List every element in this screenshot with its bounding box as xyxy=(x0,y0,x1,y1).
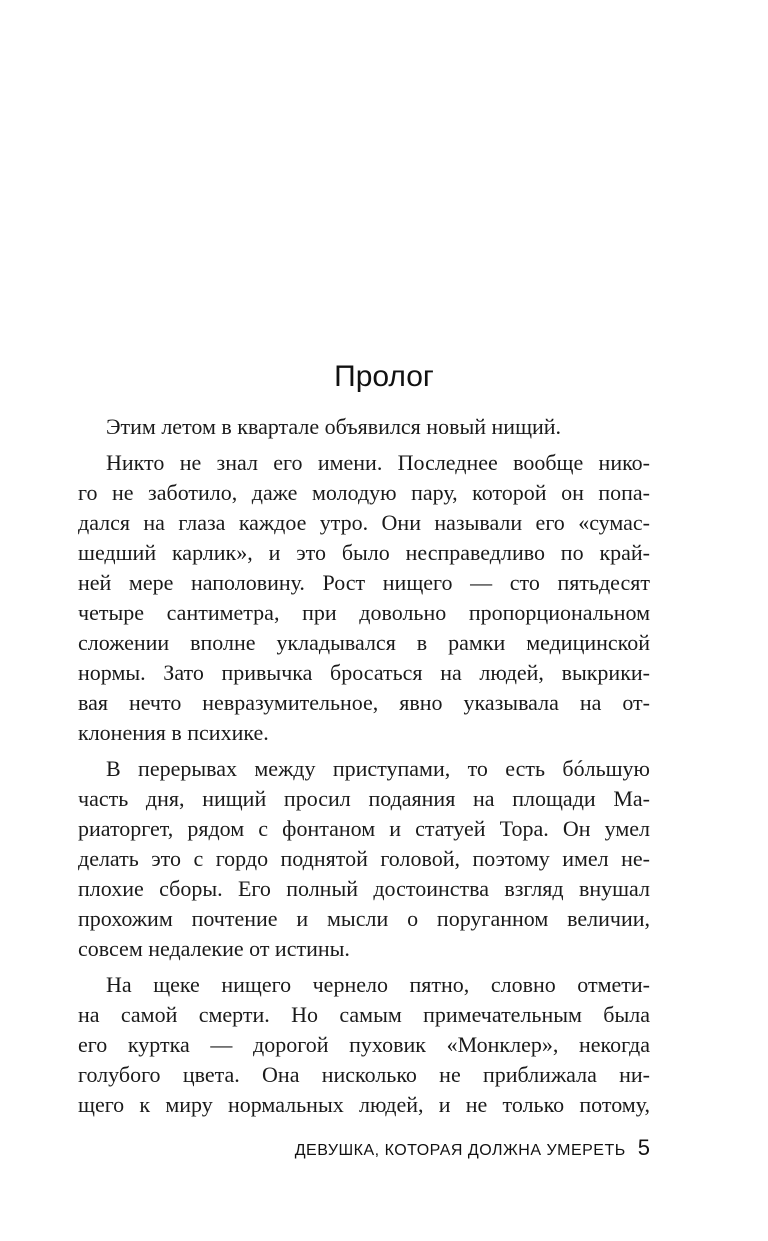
text-line: его куртка — дорогой пуховик «Монклер», некогда xyxy=(78,1032,650,1057)
text-line: часть дня, нищий просил подаяния на площади Ма- xyxy=(78,786,650,811)
paragraph xyxy=(78,412,650,442)
text-line: го не заботило, даже молодую пару, которой он попа- xyxy=(78,480,650,505)
text-line: на самой смерти. Но самым примечательным была xyxy=(78,1002,650,1027)
text-line: сложении вполне укладывался в рамки медицинской xyxy=(78,630,650,655)
text-line: щего к миру нормальных людей, и не только потому, xyxy=(78,1092,650,1117)
paragraph xyxy=(78,754,650,964)
text-line: нормы. Зато привычка бросаться на людей, выкрики- xyxy=(78,660,650,685)
text-line: вая нечто невразумительное, явно указывала на от- xyxy=(78,690,650,715)
text-line: голубого цвета. Она нисколько не приближала ни- xyxy=(78,1062,650,1087)
body-text xyxy=(78,412,650,1120)
text-line: делать это с гордо поднятой головой, поэтому имел не- xyxy=(78,846,650,871)
paragraph xyxy=(78,448,650,748)
text-line: шедший карлик», и это было несправедливо по край- xyxy=(78,540,650,565)
text-line: прохожим почтение и мысли о поруганном величии, xyxy=(78,906,650,931)
text-line: клонения в психике. xyxy=(78,720,269,745)
text-line: плохие сборы. Его полный достоинства взгляд внушал xyxy=(78,876,650,901)
text-line: дался на глаза каждое утро. Они называли его «сумас- xyxy=(78,510,650,535)
page-number: 5 xyxy=(637,1135,650,1160)
chapter-title: Пролог xyxy=(334,360,434,393)
running-head: ДЕВУШКА, КОТОРАЯ ДОЛЖНА УМЕРЕТЬ xyxy=(294,1142,626,1159)
text-line: ней мере наполовину. Рост нищего — сто пятьдесят xyxy=(78,570,650,595)
paragraph xyxy=(78,970,650,1120)
text-line: На щеке нищего чернело пятно, словно отмети- xyxy=(106,972,650,997)
page-footer xyxy=(295,1135,650,1161)
text-line: риаторгет, рядом с фонтаном и статуей Тора. Он умел xyxy=(78,816,650,841)
text-line: четыре сантиметра, при довольно пропорциональном xyxy=(78,600,650,625)
text-line: Никто не знал его имени. Последнее вообще нико- xyxy=(106,450,650,475)
text-line: совсем недалекие от истины. xyxy=(78,936,350,961)
text-line: В перерывах между приступами, то есть бóльшую xyxy=(106,756,650,781)
text-line: Этим летом в квартале объявился новый нищий. xyxy=(106,414,562,439)
